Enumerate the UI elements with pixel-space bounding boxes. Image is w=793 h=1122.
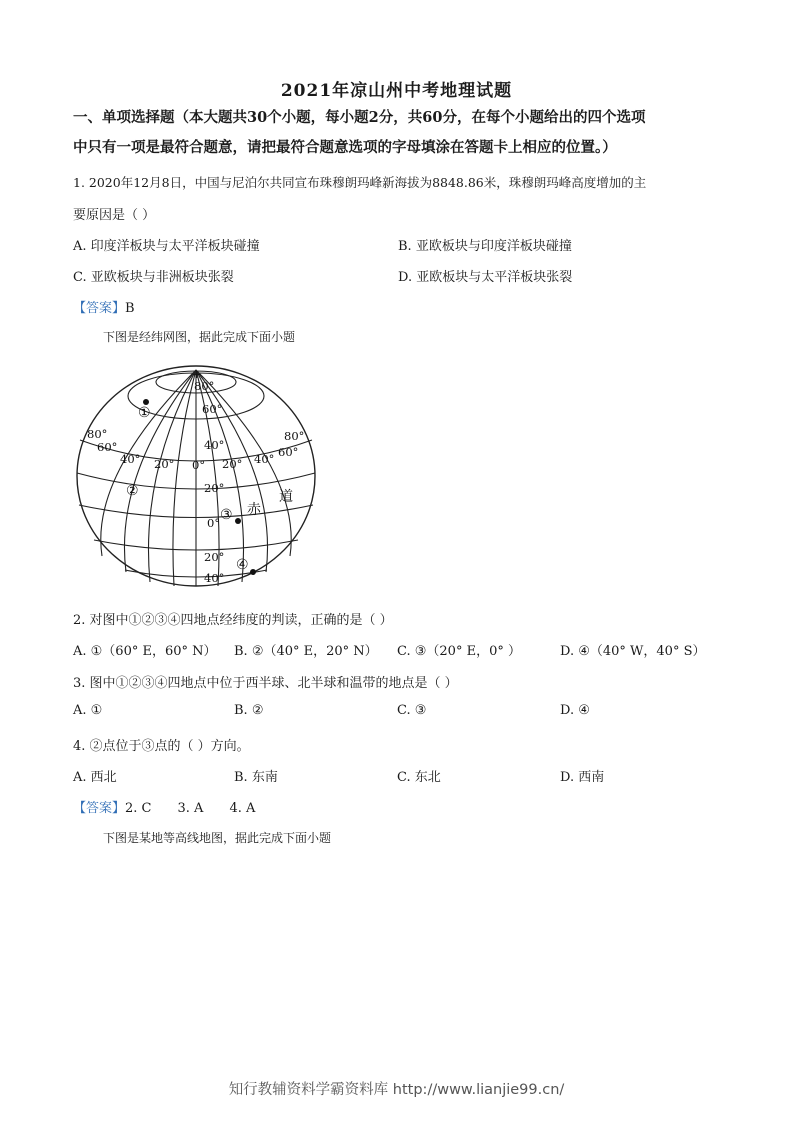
q3-stem: 3. 图中①②③④四地点中位于西半球、北半球和温带的地点是（ ）	[73, 676, 458, 691]
page-title: 2021年凉山州中考地理试题	[280, 81, 513, 101]
lon-label-e60: 60°	[278, 445, 299, 459]
north-pole-marker: +	[192, 367, 202, 381]
lat-label-80n: 80°	[194, 379, 215, 393]
lon-label-w60: 60°	[97, 440, 118, 454]
lat-label-40s: 40°	[204, 571, 225, 585]
point-2-label: ②	[126, 483, 139, 499]
q1-option-c: C. 亚欧板块与非洲板块张裂	[73, 270, 234, 285]
answer-value: B	[125, 301, 135, 316]
q3-option-a: A. ①	[73, 703, 103, 718]
answer-1	[73, 297, 135, 316]
lon-label-e80: 80°	[284, 429, 305, 443]
lon-label-w80: 80°	[87, 427, 108, 441]
lat-label-20n: 20°	[204, 481, 225, 495]
point-4-label: ④	[236, 557, 249, 573]
q4-option-c: C. 东北	[397, 770, 441, 785]
lon-label-w20: 20°	[154, 457, 175, 471]
section-heading-line-2: 中只有一项是最符合题意，请把最符合题意选项的字母填涂在答题卡上相应的位置。）	[73, 139, 617, 156]
meridian-e60	[196, 370, 268, 572]
point-1-label: ①	[138, 405, 151, 421]
lat-label-60n: 60°	[202, 402, 223, 416]
point-3-dot	[235, 518, 241, 524]
q1-option-d: D. 亚欧板块与太平洋板块张裂	[398, 270, 573, 285]
answer-value-4: 4. A	[229, 801, 256, 816]
q3-option-b: B. ②	[234, 703, 264, 718]
q3-option-d: D. ④	[560, 703, 590, 718]
section-heading-line-1: 一、单项选择题（本大题共30个小题，每小题2分，共60分，在每个小题给出的四个选项	[73, 109, 646, 126]
q2-option-d: D. ④（40° W，40° S）	[560, 644, 706, 659]
figure-caption-2: 下图是某地等高线地图，据此完成下面小题	[103, 831, 332, 845]
figure-caption-1: 下图是经纬网图，据此完成下面小题	[103, 330, 296, 344]
equator-label-1: 赤	[247, 502, 261, 518]
lon-label-e20: 20°	[222, 457, 243, 471]
lon-label-e40: 40°	[254, 452, 275, 466]
point-4-dot	[250, 569, 256, 575]
lat-label-20s: 20°	[204, 550, 225, 564]
q2-stem: 2. 对图中①②③④四地点经纬度的判读，正确的是（ ）	[73, 613, 393, 628]
q2-option-b: B. ②（40° E，20° N）	[234, 644, 378, 659]
lat-label-0: 0°	[207, 516, 221, 530]
graticule-globe-figure	[70, 360, 322, 590]
answer-value-3: 3. A	[177, 801, 204, 816]
q4-option-a: A. 西北	[73, 770, 117, 785]
section-heading	[73, 103, 733, 163]
q1-stem-line-2: 要原因是（ ）	[73, 208, 156, 223]
answer-tag: 【答案】	[73, 301, 126, 316]
footer-watermark: 知行教辅资料学霸资料库 http://www.lianjie99.cn/	[228, 1082, 565, 1098]
equator-label-2: 道	[279, 489, 293, 505]
answer-value-2: 2. C	[125, 801, 152, 816]
meridian-w80	[101, 370, 196, 556]
q4-stem: 4. ②点位于③点的（ ）方向。	[73, 739, 250, 754]
answer-2	[73, 797, 255, 816]
q4-option-d: D. 西南	[560, 770, 605, 785]
q3-option-c: C. ③	[397, 703, 427, 718]
meridian-w20	[173, 370, 196, 586]
answer-tag: 【答案】	[73, 801, 126, 816]
q1-option-b: B. 亚欧板块与印度洋板块碰撞	[398, 239, 572, 254]
lon-label-w40: 40°	[120, 452, 141, 466]
q2-option-a: A. ①（60° E，60° N）	[73, 644, 217, 659]
q4-option-b: B. 东南	[234, 770, 278, 785]
meridian-w60	[124, 370, 196, 572]
q1-stem-line-1: 1. 2020年12月8日，中国与尼泊尔共同宣布珠穆朗玛峰新海拔为8848.86米，珠穆朗玛峰高度增加的主	[73, 175, 647, 190]
q1-option-a: A. 印度洋板块与太平洋板块碰撞	[73, 239, 260, 254]
q2-option-c: C. ③（20° E，0° ）	[397, 644, 521, 659]
lon-label-0: 0°	[192, 458, 206, 472]
lat-label-40n: 40°	[204, 438, 225, 452]
meridian-lines	[101, 370, 291, 586]
point-3-label: ③	[220, 507, 233, 523]
